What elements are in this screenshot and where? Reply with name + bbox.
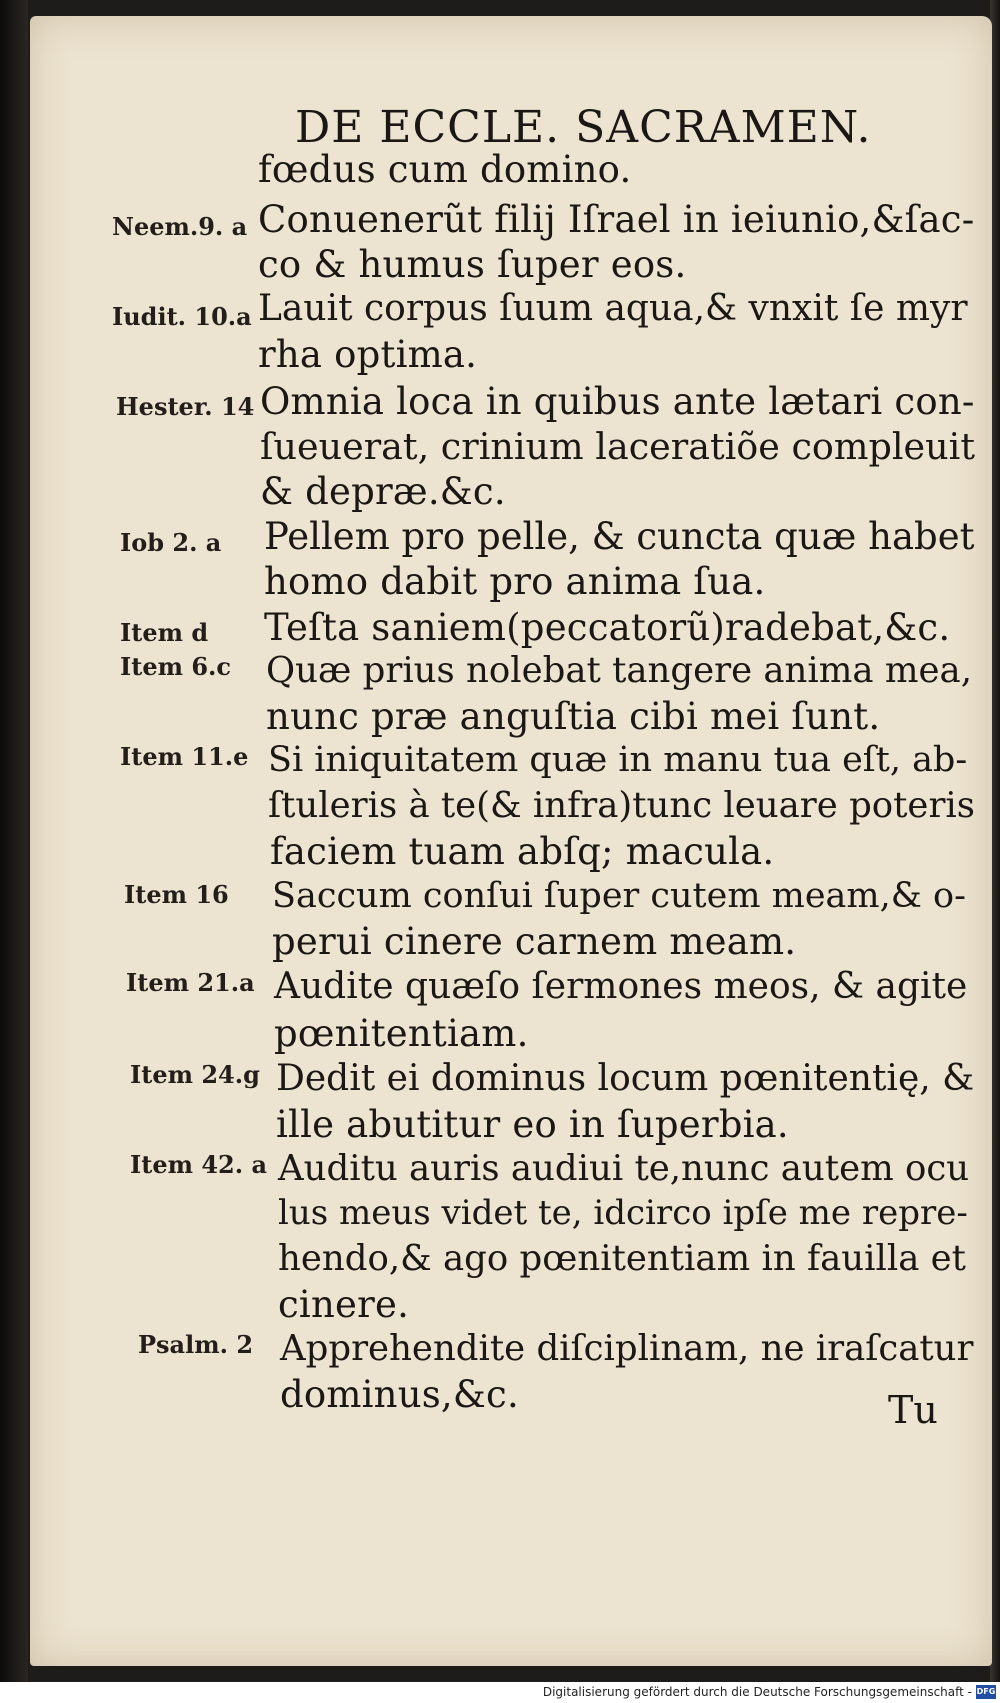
text-line: Saccum conſui ſuper cutem meam,& o- xyxy=(272,876,966,916)
marginal-note: Item 11.e xyxy=(120,742,249,771)
text-line: Audite quæſo ſermones meos, & agite xyxy=(274,966,968,1007)
marginal-note: Item 6.c xyxy=(120,652,231,681)
footer-credit: Digitalisierung gefördert durch die Deutsche Forschungsgemeinschaft - xyxy=(542,1685,972,1699)
marginal-note: Psalm. 2 xyxy=(138,1330,254,1359)
text-line: fœdus cum domino. xyxy=(258,148,632,191)
marginal-note: Item 24.g xyxy=(130,1060,260,1089)
text-line: Quæ prius nolebat tangere anima mea, xyxy=(266,650,972,691)
running-head: DE ECCLE. SACRAMEN. xyxy=(295,102,872,153)
catchword: Tu xyxy=(888,1388,938,1432)
marginal-note: Hester. 14 xyxy=(116,392,255,421)
marginal-note: Iudit. 10.a xyxy=(112,302,252,331)
text-line: ſtuleris à te(& infra)tunc leuare poteris xyxy=(268,785,975,826)
text-line: homo dabit pro anima ſua. xyxy=(264,560,766,603)
text-line: Lauit corpus ſuum aqua,& vnxit ſe myr xyxy=(258,288,968,329)
digitization-footer xyxy=(0,1682,1000,1703)
marginal-note: Item d xyxy=(120,618,209,647)
marginal-note: Item 21.a xyxy=(126,968,255,997)
marginal-note: Iob 2. a xyxy=(120,528,222,557)
marginal-note: Item 16 xyxy=(124,880,229,909)
text-line: ſueuerat, crinium laceratiõe compleuit xyxy=(260,425,975,468)
text-line: Pellem pro pelle, & cuncta quæ habet xyxy=(264,515,975,558)
dfg-logo: DFG xyxy=(976,1685,996,1699)
text-line: Omnia loca in quibus ante lætari con- xyxy=(260,380,975,423)
text-line: hendo,& ago pœnitentiam in fauilla et xyxy=(278,1238,966,1279)
text-line: & depræ.&c. xyxy=(260,470,506,513)
text-line: ille abutitur eo in ſuperbia. xyxy=(276,1103,789,1146)
text-line: nunc præ anguſtia cibi mei ſunt. xyxy=(266,695,881,738)
text-line: Auditu auris audiui te,nunc autem ocu xyxy=(278,1148,970,1189)
text-line: Teſta saniem(peccatorũ)radebat,&c. xyxy=(264,606,951,649)
marginal-note: Item 42. a xyxy=(130,1150,267,1179)
book-spine-shadow xyxy=(0,0,28,1703)
text-line: Conuenerũt filij Iſrael in ieiunio,&ſac- xyxy=(258,198,975,241)
text-line: dominus,&c. xyxy=(280,1373,519,1416)
text-line: perui cinere carnem meam. xyxy=(272,920,797,963)
text-line: Si iniquitatem quæ in manu tua eſt, ab- xyxy=(268,740,968,780)
text-line: rha optima. xyxy=(258,333,478,376)
text-line: Dedit ei dominus locum pœnitentię, & xyxy=(276,1058,975,1099)
text-line: faciem tuam abſq; macula. xyxy=(270,830,775,873)
text-line: lus meus videt te, idcirco ipſe me repre- xyxy=(278,1193,968,1233)
marginal-note: Neem.9. a xyxy=(112,212,248,241)
text-line: pœnitentiam. xyxy=(274,1012,529,1055)
text-line: cinere. xyxy=(278,1283,410,1326)
text-line: co & humus ſuper eos. xyxy=(258,243,687,286)
text-line: Apprehendite diſciplinam, ne iraſcatur xyxy=(280,1328,974,1369)
